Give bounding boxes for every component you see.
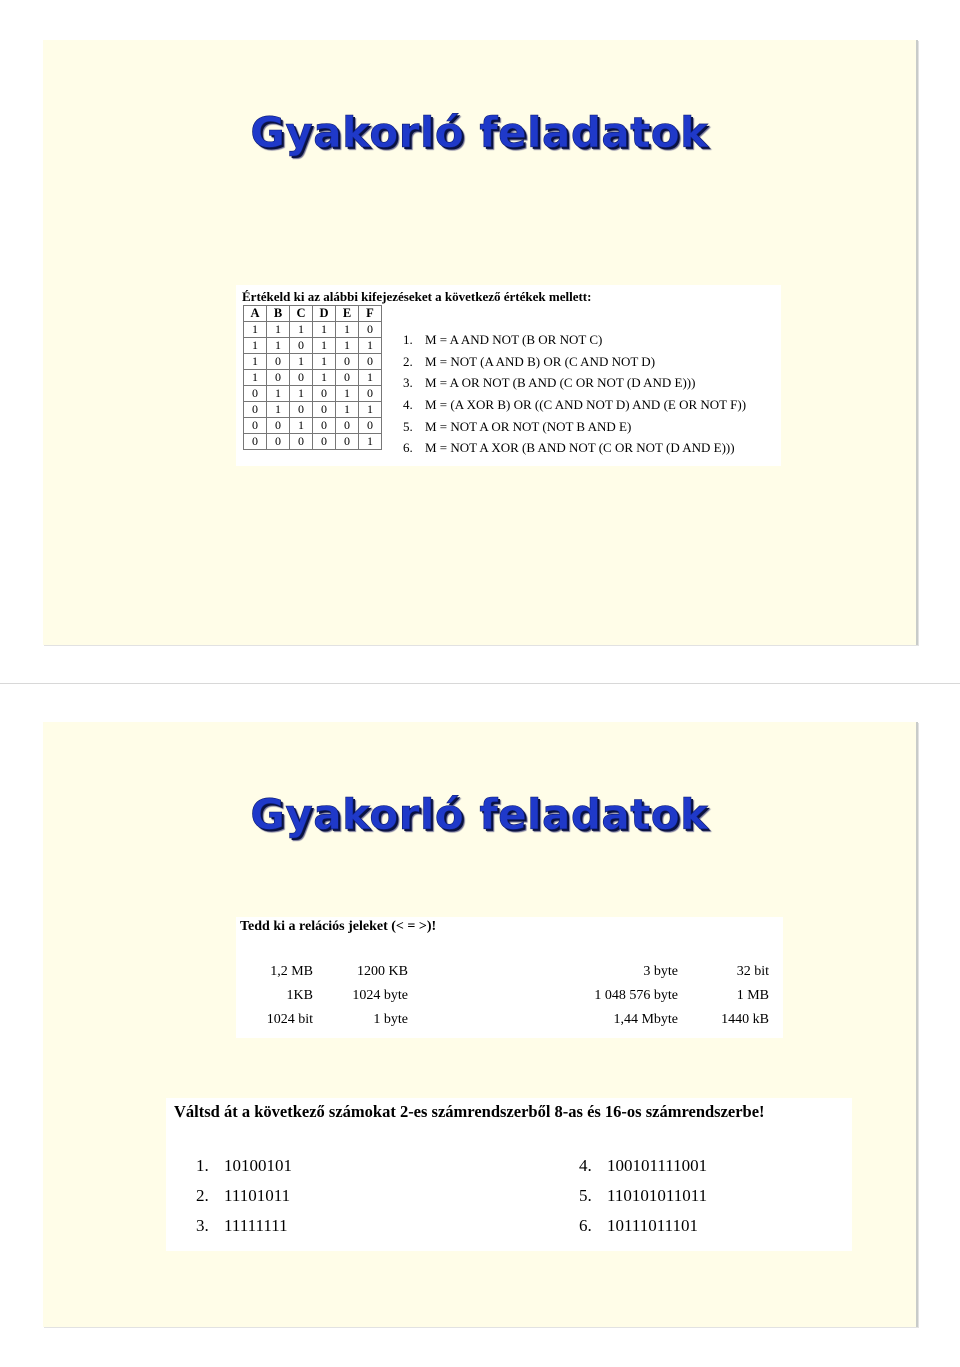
conversion-item (196, 1156, 292, 1176)
truth-table-cell: 0 (267, 418, 290, 434)
truth-table-cell: 1 (313, 354, 336, 370)
truth-table-cell: 1 (359, 370, 382, 386)
truth-table-cell: 0 (359, 322, 382, 338)
relation-cell: 1024 byte (352, 988, 408, 1003)
truth-table-cell: 1 (359, 338, 382, 354)
truth-table-cell: 0 (267, 370, 290, 386)
truth-table-cell: 0 (244, 434, 267, 450)
expression-text: M = NOT A XOR (B AND NOT (C OR NOT (D AND E))) (425, 440, 735, 456)
expression-list (403, 329, 746, 459)
truth-table-row (244, 322, 382, 338)
item-number: 4. (579, 1156, 592, 1175)
truth-table-cell: 0 (244, 386, 267, 402)
item-number: 2. (196, 1186, 209, 1205)
truth-table-cell: 1 (267, 338, 290, 354)
truth-table-row (244, 402, 382, 418)
truth-table-cell: 0 (313, 386, 336, 402)
relation-cell: 1,2 MB (270, 964, 313, 979)
expression-item (403, 329, 746, 351)
truth-table-row (244, 370, 382, 386)
relation-cell: 1 byte (373, 1012, 408, 1027)
truth-table-row (244, 338, 382, 354)
page-divider (0, 683, 960, 684)
expression-text: M = NOT A OR NOT (NOT B AND E) (425, 418, 632, 434)
header-cell: A (244, 306, 267, 322)
truth-table-cell: 1 (336, 402, 359, 418)
truth-table-cell: 0 (267, 434, 290, 450)
truth-table-row (244, 418, 382, 434)
conversion-item (579, 1216, 698, 1236)
item-number: 6. (579, 1216, 592, 1235)
item-number: 5. (579, 1186, 592, 1205)
truth-table-cell: 1 (313, 322, 336, 338)
item-value: 10111011101 (607, 1216, 698, 1235)
relation-cell: 1 048 576 byte (594, 988, 678, 1003)
header-cell: C (290, 306, 313, 322)
slide-title: Gyakorló feladatok (250, 790, 709, 839)
truth-table-cell: 0 (244, 418, 267, 434)
conversion-item (579, 1186, 707, 1206)
truth-table-cell: 0 (313, 402, 336, 418)
item-value: 100101111001 (607, 1156, 708, 1175)
truth-table-cell: 0 (359, 386, 382, 402)
item-value: 110101011011 (607, 1186, 708, 1205)
slide-1 (43, 40, 918, 645)
item-value: 11101011 (224, 1186, 291, 1205)
conversion-item (196, 1186, 290, 1206)
expression-number: 3. (403, 375, 413, 391)
header-cell: F (359, 306, 382, 322)
expression-item (403, 394, 746, 416)
expression-number: 2. (403, 353, 413, 369)
conversion-item (196, 1216, 288, 1236)
header-cell: E (336, 306, 359, 322)
expression-text: M = (A XOR B) OR ((C AND NOT D) AND (E OR NOT F)) (425, 397, 747, 413)
relation-cell: 1200 KB (357, 964, 408, 979)
relation-row (236, 988, 783, 1012)
truth-table-cell: 1 (244, 370, 267, 386)
instruction-text: Tedd ki a relációs jeleket (< = >)! (240, 919, 437, 934)
truth-table-cell: 1 (313, 370, 336, 386)
truth-table-cell: 1 (244, 338, 267, 354)
truth-table-cell: 1 (290, 386, 313, 402)
truth-table-cell: 0 (290, 434, 313, 450)
relation-cell: 1 MB (736, 988, 769, 1003)
truth-table-cell: 0 (336, 370, 359, 386)
truth-table-cell: 1 (267, 386, 290, 402)
truth-table-cell: 0 (290, 338, 313, 354)
truth-table-cell: 1 (336, 386, 359, 402)
expression-item (403, 351, 746, 373)
truth-table-cell: 1 (313, 338, 336, 354)
truth-table-cell: 0 (244, 402, 267, 418)
item-value: 10100101 (224, 1156, 292, 1175)
expression-text: M = A OR NOT (B AND (C OR NOT (D AND E))) (425, 375, 696, 391)
truth-table-cell: 0 (336, 418, 359, 434)
truth-table-cell: 1 (290, 322, 313, 338)
truth-table-cell: 0 (336, 354, 359, 370)
truth-table-header (244, 306, 382, 322)
header-cell: B (267, 306, 290, 322)
relation-cell: 3 byte (643, 964, 678, 979)
expression-item (403, 437, 746, 459)
truth-table-cell: 1 (336, 338, 359, 354)
header-cell: D (313, 306, 336, 322)
truth-table-cell: 0 (290, 402, 313, 418)
truth-table-cell: 1 (336, 322, 359, 338)
truth-table-cell: 1 (359, 402, 382, 418)
expression-number: 1. (403, 332, 413, 347)
truth-table-cell: 0 (313, 434, 336, 450)
exercise-box-conversion (166, 1098, 852, 1251)
expression-text: M = A AND NOT (B OR NOT C) (425, 332, 603, 347)
truth-table (243, 305, 382, 450)
truth-table-cell: 1 (267, 322, 290, 338)
truth-table-cell: 1 (244, 322, 267, 338)
truth-table-row (244, 434, 382, 450)
relation-cell: 1024 bit (266, 1012, 313, 1027)
truth-table-cell: 1 (267, 402, 290, 418)
relation-cell: 32 bit (736, 964, 769, 979)
slide-2 (43, 722, 918, 1327)
exercise-box-logic (236, 285, 781, 466)
instruction-text: Váltsd át a következő számokat 2-es számrendszerből 8-as és 16-os számrendszerbe! (174, 1102, 765, 1121)
expression-text: M = NOT (A AND B) OR (C AND NOT D) (425, 353, 656, 369)
truth-table-cell: 0 (336, 434, 359, 450)
expression-number: 6. (403, 440, 413, 456)
relation-row (236, 964, 783, 988)
item-number: 1. (196, 1156, 209, 1175)
expression-number: 4. (403, 397, 413, 413)
truth-table-row (244, 386, 382, 402)
relation-cell: 1,44 Mbyte (613, 1012, 678, 1027)
conversion-item (579, 1156, 707, 1176)
truth-table-cell: 0 (290, 370, 313, 386)
relation-cell: 1440 kB (721, 1012, 769, 1027)
truth-table-cell: 1 (290, 418, 313, 434)
truth-table-row (244, 354, 382, 370)
truth-table-cell: 1 (244, 354, 267, 370)
exercise-box-relations (236, 917, 783, 1038)
instruction-text: Értékeld ki az alábbi kifejezéseket a következő értékek mellett: (242, 289, 592, 304)
expression-item (403, 372, 746, 394)
expression-number: 5. (403, 418, 413, 434)
item-value: 11111111 (224, 1216, 288, 1235)
truth-table-cell: 0 (359, 418, 382, 434)
item-number: 3. (196, 1216, 209, 1235)
expression-item (403, 416, 746, 438)
truth-table-cell: 1 (290, 354, 313, 370)
slide-title: Gyakorló feladatok (250, 108, 709, 157)
truth-table-cell: 1 (359, 434, 382, 450)
truth-table-cell: 0 (313, 418, 336, 434)
relation-cell: 1KB (286, 988, 313, 1003)
relation-row (236, 1012, 783, 1036)
truth-table-cell: 0 (267, 354, 290, 370)
truth-table-cell: 0 (359, 354, 382, 370)
